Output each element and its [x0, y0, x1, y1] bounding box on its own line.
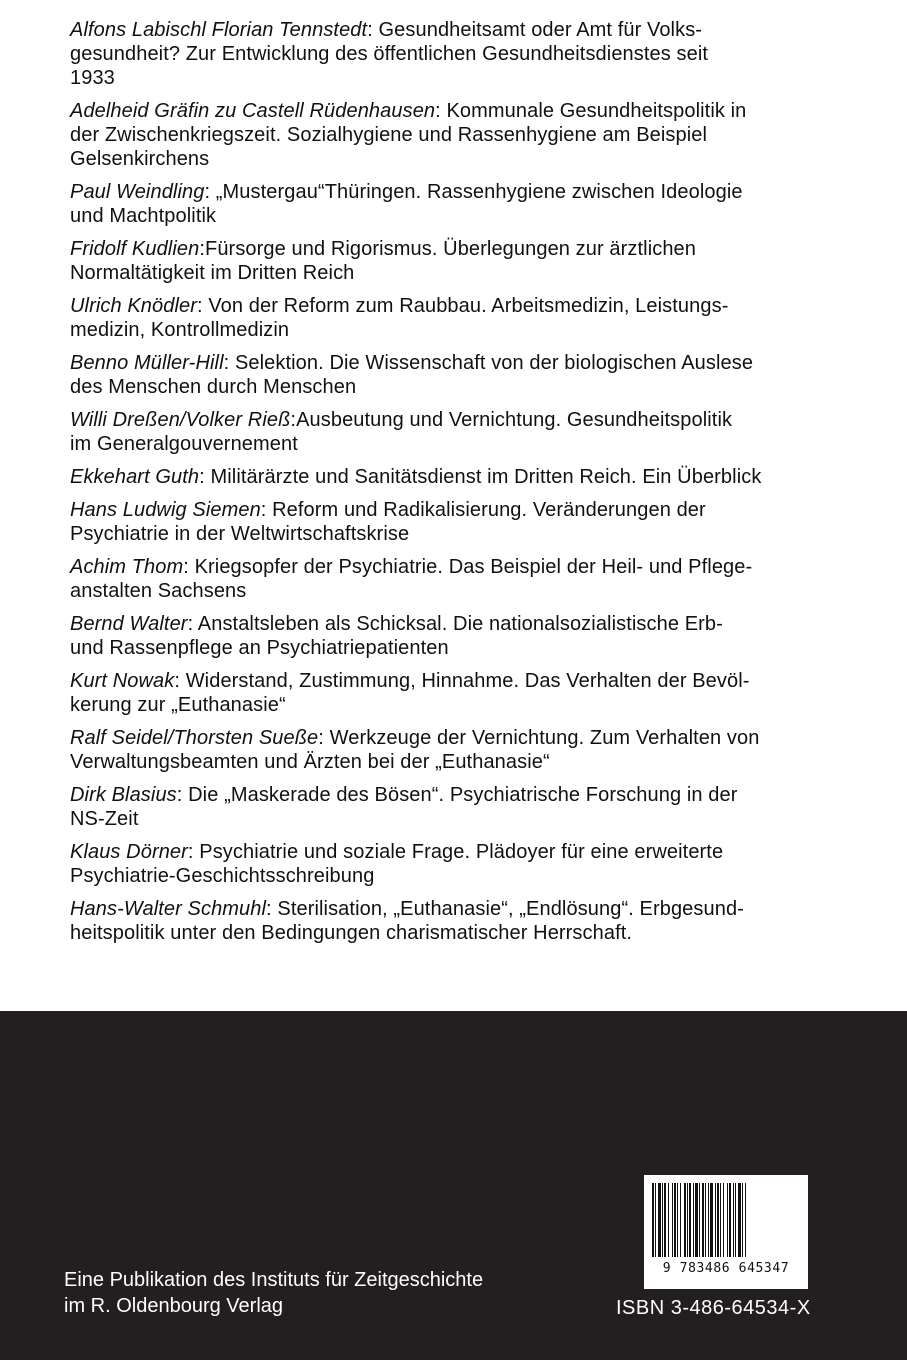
footer-band	[0, 1011, 907, 1360]
toc-entry	[70, 669, 840, 717]
entry-title: Ausbeutung und Vernichtung. Gesundheitspolitik im Generalgouvernement	[70, 409, 733, 455]
barcode-bar	[672, 1183, 673, 1257]
entry-title: Selektion. Die Wissenschaft von der biologischen Auslese des Menschen durch Menschen	[70, 352, 754, 398]
barcode-bar	[677, 1183, 678, 1257]
barcode-bar	[652, 1183, 654, 1257]
toc-entry	[70, 180, 840, 228]
toc-entry	[70, 498, 840, 546]
entry-author: Alfons Labischl Florian Tennstedt	[70, 19, 368, 41]
barcode-bar	[720, 1183, 721, 1257]
toc-entry	[70, 783, 840, 831]
entry-separator: :	[318, 727, 330, 749]
barcode-bar	[708, 1183, 709, 1257]
publisher-line-2: im R. Oldenbourg Verlag	[64, 1295, 284, 1317]
entry-separator: :	[223, 352, 235, 374]
barcode	[644, 1175, 808, 1289]
publisher-note	[64, 1267, 483, 1319]
toc-entry	[70, 612, 840, 660]
entry-title: Gesundheitsamt oder Amt für Volks- gesundheit? Zur Entwicklung des öffentlichen Gesundheitsdienstes seit 1933	[70, 19, 709, 89]
entry-separator: :	[176, 784, 189, 806]
barcode-bar	[693, 1183, 694, 1257]
entry-author: Paul Weindling	[70, 181, 205, 203]
publisher-line-1: Eine Publikation des Instituts für Zeitgeschichte	[64, 1269, 484, 1291]
entry-title: Werkzeuge der Vernichtung. Zum Verhalten von Verwaltungsbeamten und Ärzten bei der „Euthanasie“	[70, 727, 760, 773]
entry-author: Hans Ludwig Siemen	[70, 499, 261, 521]
toc-entry	[70, 840, 840, 888]
toc-entry	[70, 294, 840, 342]
barcode-bar	[668, 1183, 669, 1257]
entry-title: Anstaltsleben als Schicksal. Die nationalsozialistische Erb- und Rassenpflege an Psychiatriepatienten	[70, 613, 723, 659]
entry-separator: :	[367, 19, 379, 41]
entry-separator: :	[183, 556, 195, 578]
barcode-bar	[699, 1183, 700, 1257]
entry-author: Benno Müller-Hill	[70, 352, 224, 374]
entry-separator: :	[199, 466, 211, 488]
entry-separator: :	[199, 238, 206, 260]
barcode-bar	[727, 1183, 728, 1257]
entry-title: Psychiatrie und soziale Frage. Plädoyer für eine erweiterte Psychiatrie-Geschichtsschreibung	[70, 841, 724, 887]
entry-title: Militärärzte und Sanitätsdienst im Dritten Reich. Ein Überblick	[210, 466, 762, 488]
entry-title: Sterilisation, „Euthanasie“, „Endlösung“. Erbgesund- heitspolitik unter den Bedingungen charismatischer Herrschaft.	[70, 898, 744, 944]
toc-entry	[70, 18, 840, 90]
isbn: ISBN 3-486-64534-X	[616, 1297, 811, 1319]
entry-separator: :	[260, 499, 273, 521]
entry-author: Ulrich Knödler	[70, 295, 198, 317]
entry-author: Ralf Seidel/Thorsten Sueße	[70, 727, 319, 749]
barcode-bar	[729, 1183, 731, 1257]
barcode-bar	[680, 1183, 681, 1257]
barcode-bar	[689, 1183, 691, 1257]
table-of-contents	[70, 18, 840, 954]
barcode-bar	[723, 1183, 724, 1257]
entry-title: Fürsorge und Rigorismus. Überlegungen zur ärztlichen Normaltätigkeit im Dritten Reich	[70, 238, 697, 284]
entry-author: Ekkehart Guth	[70, 466, 200, 488]
entry-author: Klaus Dörner	[70, 841, 188, 863]
entry-separator: :	[174, 670, 186, 692]
barcode-bar	[687, 1183, 688, 1257]
barcode-bar	[662, 1183, 663, 1257]
entry-title: „Mustergau“Thüringen. Rassenhygiene zwischen Ideologie und Machtpolitik	[70, 181, 743, 227]
entry-title: Die „Maskerade des Bösen“. Psychiatrische Forschung in der NS-Zeit	[70, 784, 738, 830]
barcode-bar	[658, 1183, 661, 1257]
entry-author: Adelheid Gräfin zu Castell Rüdenhausen	[70, 100, 436, 122]
entry-separator: :	[266, 898, 278, 920]
entry-author: Achim Thom	[70, 556, 184, 578]
barcode-bar	[702, 1183, 704, 1257]
entry-author: Hans-Walter Schmuhl	[70, 898, 267, 920]
barcode-bar	[684, 1183, 686, 1257]
entry-title: Kriegsopfer der Psychiatrie. Das Beispiel der Heil- und Pflege- anstalten Sachsens	[70, 556, 753, 602]
entry-separator: :	[197, 295, 209, 317]
entry-author: Dirk Blasius	[70, 784, 177, 806]
barcode-bars	[644, 1175, 808, 1261]
entry-separator: :	[435, 100, 447, 122]
barcode-bar	[745, 1183, 746, 1257]
entry-separator: :	[290, 409, 297, 431]
entry-title: Von der Reform zum Raubbau. Arbeitsmedizin, Leistungs- medizin, Kontrollmedizin	[70, 295, 729, 341]
toc-entry	[70, 465, 840, 489]
entry-author: Kurt Nowak	[70, 670, 175, 692]
barcode-bar	[733, 1183, 734, 1257]
barcode-bar	[715, 1183, 716, 1257]
toc-entry	[70, 99, 840, 171]
entry-author: Willi Dreßen/Volker Rieß	[70, 409, 291, 431]
barcode-bar	[705, 1183, 706, 1257]
barcode-bar	[735, 1183, 736, 1257]
toc-entry	[70, 237, 840, 285]
entry-separator: :	[187, 613, 198, 635]
entry-separator: :	[204, 181, 216, 203]
entry-title: Kommunale Gesundheitspolitik in der Zwischenkriegszeit. Sozialhygiene und Rassenhygiene am Beispiel Gelsenkirchens	[70, 100, 747, 170]
barcode-bar	[742, 1183, 743, 1257]
entry-separator: :	[187, 841, 200, 863]
entry-title: Reform und Radikalisierung. Veränderungen der Psychiatrie in der Weltwirtschaftskrise	[70, 499, 706, 545]
barcode-bar	[664, 1183, 666, 1257]
toc-entry	[70, 408, 840, 456]
toc-entry	[70, 897, 840, 945]
barcode-bar	[674, 1183, 676, 1257]
barcode-bar	[695, 1183, 698, 1257]
toc-entry	[70, 726, 840, 774]
toc-entry	[70, 555, 840, 603]
toc-entry	[70, 351, 840, 399]
barcode-bar	[717, 1183, 719, 1257]
entry-author: Fridolf Kudlien	[70, 238, 200, 260]
entry-author: Bernd Walter	[70, 613, 188, 635]
entry-title: Widerstand, Zustimmung, Hinnahme. Das Verhalten der Bevöl- kerung zur „Euthanasie“	[70, 670, 750, 716]
barcode-bar	[655, 1183, 656, 1257]
barcode-bar	[738, 1183, 741, 1257]
barcode-bar	[710, 1183, 713, 1257]
barcode-digits: 9 783486 645347	[662, 1261, 790, 1276]
